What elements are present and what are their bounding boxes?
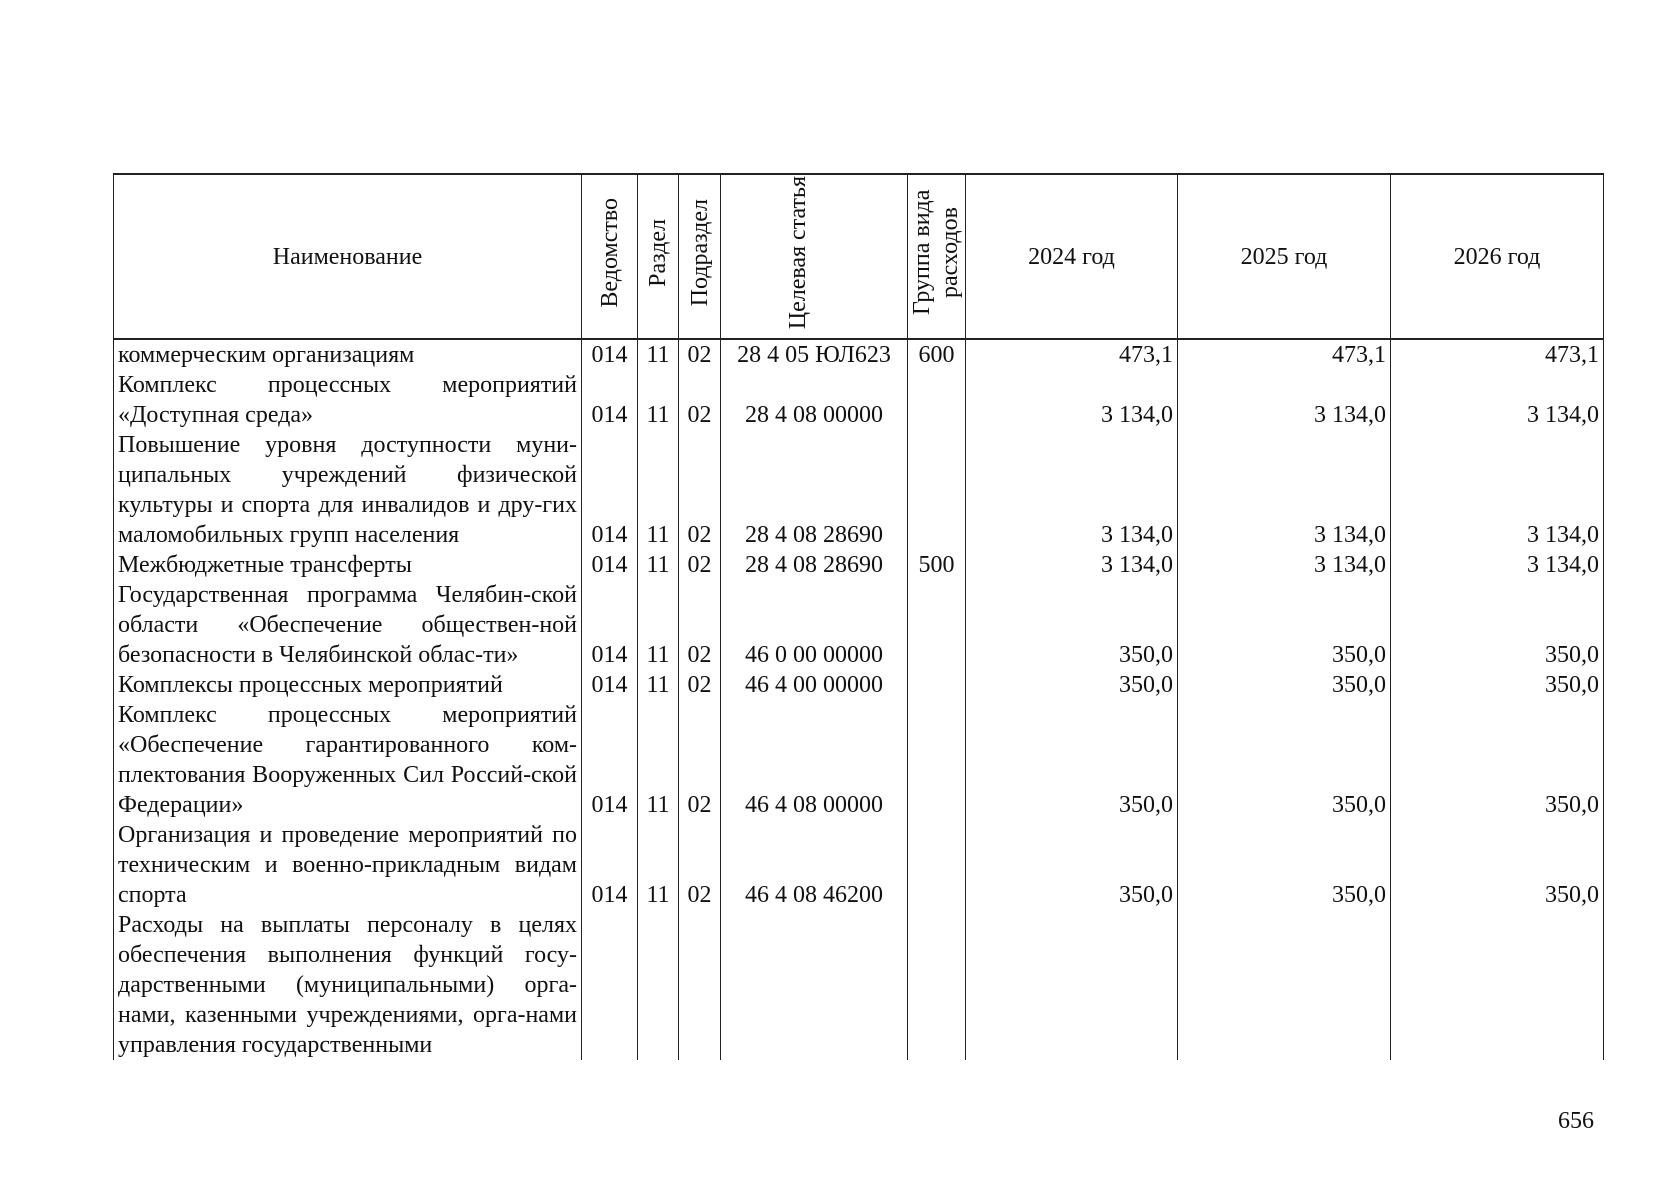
row-celevaya-statya: 46 4 00 00000 bbox=[721, 670, 908, 700]
row-value-2025: 3 134,0 bbox=[1178, 370, 1391, 430]
header-gruppa-vida-raskhodov: Группа вида расходов bbox=[908, 174, 966, 339]
row-value-2024: 350,0 bbox=[966, 820, 1178, 910]
row-gruppa bbox=[908, 430, 966, 550]
row-podrazdel: 02 bbox=[679, 580, 721, 670]
row-celevaya-statya bbox=[721, 910, 908, 1060]
row-razdel: 11 bbox=[638, 550, 679, 580]
row-gruppa bbox=[908, 820, 966, 910]
row-gruppa bbox=[908, 910, 966, 1060]
row-value-2026 bbox=[1391, 910, 1604, 1060]
row-name: Комплекс процессных мероприятий «Обеспечение гарантированного ком-плектования Вооруженных Сил Россий-ской Федерации» bbox=[114, 700, 582, 820]
row-name: Организация и проведение мероприятий по техническим и военно-прикладным видам спорта bbox=[114, 820, 582, 910]
row-value-2024: 350,0 bbox=[966, 580, 1178, 670]
header-celevaya-statya: Целевая статья bbox=[721, 174, 908, 339]
row-value-2025: 350,0 bbox=[1178, 820, 1391, 910]
row-value-2025: 350,0 bbox=[1178, 580, 1391, 670]
row-podrazdel: 02 bbox=[679, 550, 721, 580]
row-value-2024 bbox=[966, 910, 1178, 1060]
header-year-2026: 2026 год bbox=[1391, 174, 1604, 339]
row-razdel: 11 bbox=[638, 339, 679, 370]
row-celevaya-statya: 46 0 00 00000 bbox=[721, 580, 908, 670]
row-vedomstvo bbox=[582, 910, 638, 1060]
row-value-2026: 3 134,0 bbox=[1391, 370, 1604, 430]
row-podrazdel bbox=[679, 910, 721, 1060]
row-gruppa bbox=[908, 700, 966, 820]
row-name: Комплексы процессных мероприятий bbox=[114, 670, 582, 700]
row-value-2025 bbox=[1178, 910, 1391, 1060]
row-gruppa bbox=[908, 670, 966, 700]
table-row bbox=[114, 430, 1604, 550]
row-podrazdel: 02 bbox=[679, 370, 721, 430]
row-name: Повышение уровня доступности муни-ципальных учреждений физической культуры и спорта для инвалидов и дру-гих маломобильных групп населения bbox=[114, 430, 582, 550]
row-razdel: 11 bbox=[638, 670, 679, 700]
row-podrazdel: 02 bbox=[679, 700, 721, 820]
row-value-2026: 350,0 bbox=[1391, 820, 1604, 910]
row-celevaya-statya: 28 4 08 28690 bbox=[721, 430, 908, 550]
header-razdel: Раздел bbox=[638, 174, 679, 339]
row-value-2026: 3 134,0 bbox=[1391, 430, 1604, 550]
row-value-2025: 3 134,0 bbox=[1178, 550, 1391, 580]
row-vedomstvo: 014 bbox=[582, 670, 638, 700]
page-number: 656 bbox=[1558, 1108, 1594, 1134]
row-vedomstvo: 014 bbox=[582, 370, 638, 430]
row-value-2025: 3 134,0 bbox=[1178, 430, 1391, 550]
row-name: Государственная программа Челябин-ской области «Обеспечение обществен-ной безопасности в Челябинской облас-ти» bbox=[114, 580, 582, 670]
row-celevaya-statya: 28 4 08 00000 bbox=[721, 370, 908, 430]
row-razdel bbox=[638, 910, 679, 1060]
row-name: Комплекс процессных мероприятий «Доступная среда» bbox=[114, 370, 582, 430]
row-value-2025: 473,1 bbox=[1178, 339, 1391, 370]
row-value-2024: 3 134,0 bbox=[966, 370, 1178, 430]
row-value-2024: 473,1 bbox=[966, 339, 1178, 370]
header-podrazdel: Подраздел bbox=[679, 174, 721, 339]
row-value-2026: 350,0 bbox=[1391, 670, 1604, 700]
table-row bbox=[114, 670, 1604, 700]
row-razdel: 11 bbox=[638, 370, 679, 430]
row-value-2026: 350,0 bbox=[1391, 700, 1604, 820]
row-gruppa bbox=[908, 370, 966, 430]
budget-table bbox=[113, 173, 1604, 1060]
row-celevaya-statya: 46 4 08 46200 bbox=[721, 820, 908, 910]
row-vedomstvo: 014 bbox=[582, 820, 638, 910]
row-value-2024: 3 134,0 bbox=[966, 430, 1178, 550]
row-value-2024: 3 134,0 bbox=[966, 550, 1178, 580]
row-vedomstvo: 014 bbox=[582, 580, 638, 670]
header-year-2024: 2024 год bbox=[966, 174, 1178, 339]
header-vedomstvo: Ведомство bbox=[582, 174, 638, 339]
row-value-2024: 350,0 bbox=[966, 700, 1178, 820]
table-row bbox=[114, 580, 1604, 670]
row-gruppa bbox=[908, 580, 966, 670]
table-row bbox=[114, 550, 1604, 580]
row-vedomstvo: 014 bbox=[582, 339, 638, 370]
row-podrazdel: 02 bbox=[679, 339, 721, 370]
row-razdel: 11 bbox=[638, 820, 679, 910]
header-year-2025: 2025 год bbox=[1178, 174, 1391, 339]
row-vedomstvo: 014 bbox=[582, 550, 638, 580]
row-value-2025: 350,0 bbox=[1178, 700, 1391, 820]
row-razdel: 11 bbox=[638, 430, 679, 550]
row-value-2025: 350,0 bbox=[1178, 670, 1391, 700]
row-celevaya-statya: 28 4 08 28690 bbox=[721, 550, 908, 580]
row-value-2024: 350,0 bbox=[966, 670, 1178, 700]
row-celevaya-statya: 46 4 08 00000 bbox=[721, 700, 908, 820]
row-value-2026: 3 134,0 bbox=[1391, 550, 1604, 580]
table-row bbox=[114, 700, 1604, 820]
table-row bbox=[114, 820, 1604, 910]
row-podrazdel: 02 bbox=[679, 670, 721, 700]
row-value-2026: 350,0 bbox=[1391, 580, 1604, 670]
table-header-row bbox=[114, 174, 1604, 339]
header-name: Наименование bbox=[114, 174, 582, 339]
table-row bbox=[114, 910, 1604, 1060]
table-row bbox=[114, 370, 1604, 430]
row-name: коммерческим организациям bbox=[114, 339, 582, 370]
row-razdel: 11 bbox=[638, 700, 679, 820]
row-name: Межбюджетные трансферты bbox=[114, 550, 582, 580]
table-row bbox=[114, 339, 1604, 370]
row-name: Расходы на выплаты персоналу в целях обеспечения выполнения функций госу-дарственными (муниципальными) орга-нами, казенными учреждениями, орга-нами управления государственными bbox=[114, 910, 582, 1060]
row-vedomstvo: 014 bbox=[582, 430, 638, 550]
row-razdel: 11 bbox=[638, 580, 679, 670]
row-podrazdel: 02 bbox=[679, 820, 721, 910]
row-gruppa: 500 bbox=[908, 550, 966, 580]
row-gruppa: 600 bbox=[908, 339, 966, 370]
row-celevaya-statya: 28 4 05 ЮЛ623 bbox=[721, 339, 908, 370]
row-vedomstvo: 014 bbox=[582, 700, 638, 820]
row-podrazdel: 02 bbox=[679, 430, 721, 550]
row-value-2026: 473,1 bbox=[1391, 339, 1604, 370]
